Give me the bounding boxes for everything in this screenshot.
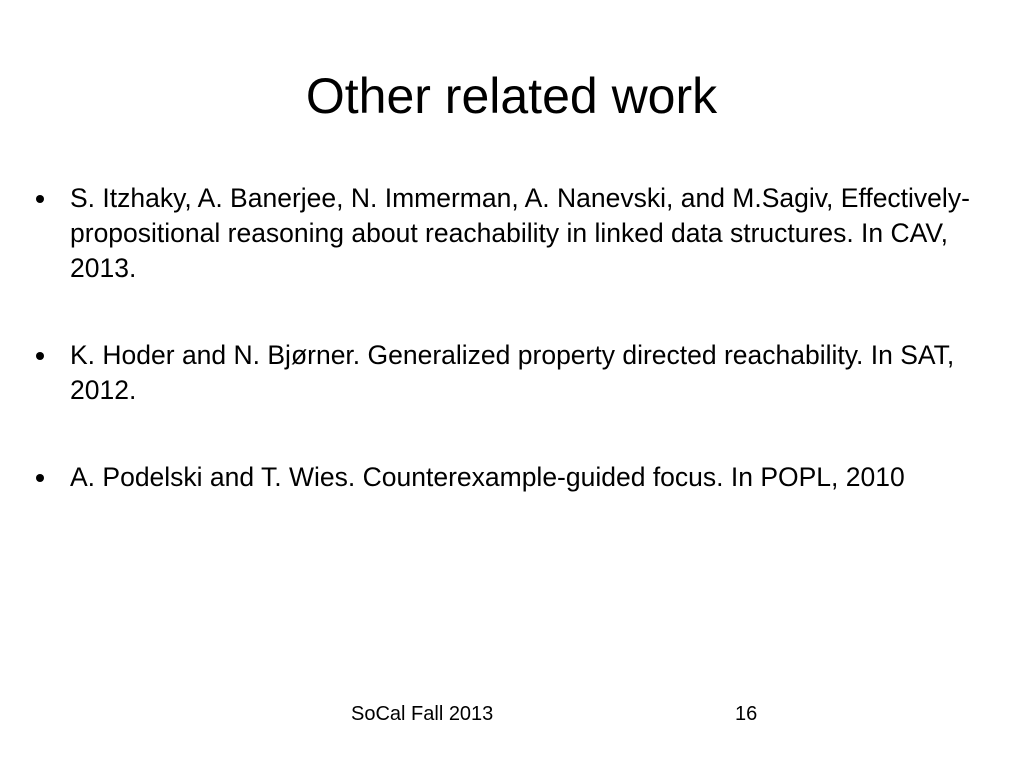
reference-list (36, 181, 996, 547)
reference-item (36, 181, 996, 286)
slide-title: Other related work (305, 68, 718, 124)
reference-item (36, 338, 996, 408)
reference-text: S. Itzhaky, A. Banerjee, N. Immerman, A. Nanevski, and M.Sagiv, Effectively-propositional reasoning about reachability in linked data structures. In CAV, 2013. (70, 183, 970, 283)
footer-text: SoCal Fall 2013 (351, 703, 494, 725)
bullet-icon (36, 195, 44, 203)
reference-item (36, 460, 996, 495)
reference-text: A. Podelski and T. Wies. Counterexample-guided focus. In POPL, 2010 (70, 462, 905, 492)
reference-text: K. Hoder and N. Bjørner. Generalized property directed reachability. In SAT, 2012. (70, 340, 955, 405)
bullet-icon (36, 474, 44, 482)
page-number: 16 (735, 703, 758, 725)
bullet-icon (36, 352, 44, 360)
